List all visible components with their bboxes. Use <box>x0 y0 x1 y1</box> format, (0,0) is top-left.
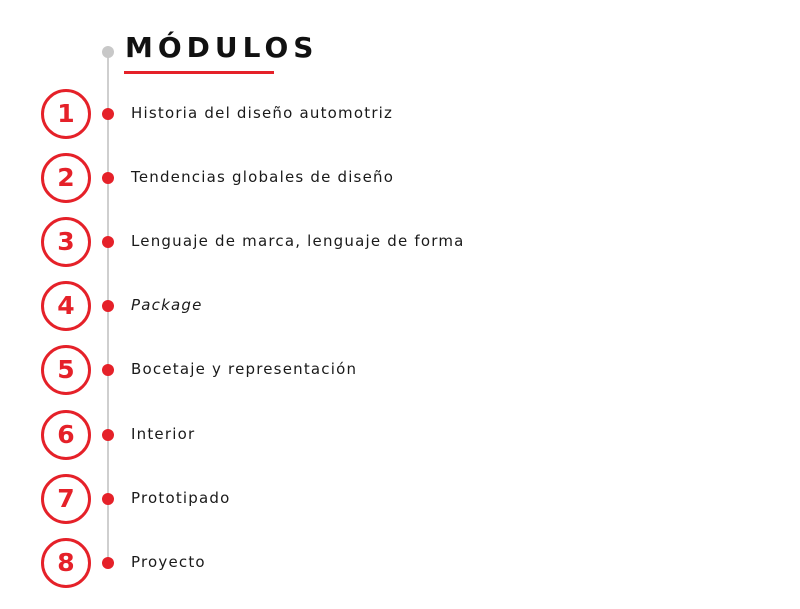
timeline-node-dot <box>102 557 114 569</box>
module-number-badge: 2 <box>41 153 91 203</box>
timeline-node-dot <box>102 236 114 248</box>
module-item <box>0 410 800 460</box>
timeline-node-dot <box>102 493 114 505</box>
page-title: MÓDULOS <box>125 31 319 64</box>
module-item <box>0 153 800 203</box>
module-item <box>0 89 800 139</box>
module-number-badge: 6 <box>41 410 91 460</box>
timeline-node-dot <box>102 108 114 120</box>
module-number-badge: 8 <box>41 538 91 588</box>
module-label: Lenguaje de marca, lenguaje de forma <box>131 232 465 250</box>
module-item <box>0 217 800 267</box>
module-number-badge: 4 <box>41 281 91 331</box>
module-label: Tendencias globales de diseño <box>131 168 395 186</box>
module-label: Interior <box>131 425 196 443</box>
module-label: Bocetaje y representación <box>131 360 358 378</box>
module-label: Historia del diseño automotriz <box>131 104 394 122</box>
module-number-badge: 3 <box>41 217 91 267</box>
module-number-badge: 5 <box>41 345 91 395</box>
module-number-badge: 7 <box>41 474 91 524</box>
module-label: Proyecto <box>131 553 206 571</box>
module-label: Prototipado <box>131 489 231 507</box>
timeline-node-dot <box>102 429 114 441</box>
timeline-node-dot <box>102 172 114 184</box>
timeline-node-dot <box>102 364 114 376</box>
module-item <box>0 345 800 395</box>
title-underline <box>124 71 274 74</box>
module-item <box>0 281 800 331</box>
module-item <box>0 474 800 524</box>
module-label: Package <box>131 296 203 314</box>
module-item <box>0 538 800 588</box>
timeline-node-dot <box>102 300 114 312</box>
timeline-start-dot <box>102 46 114 58</box>
module-number-badge: 1 <box>41 89 91 139</box>
